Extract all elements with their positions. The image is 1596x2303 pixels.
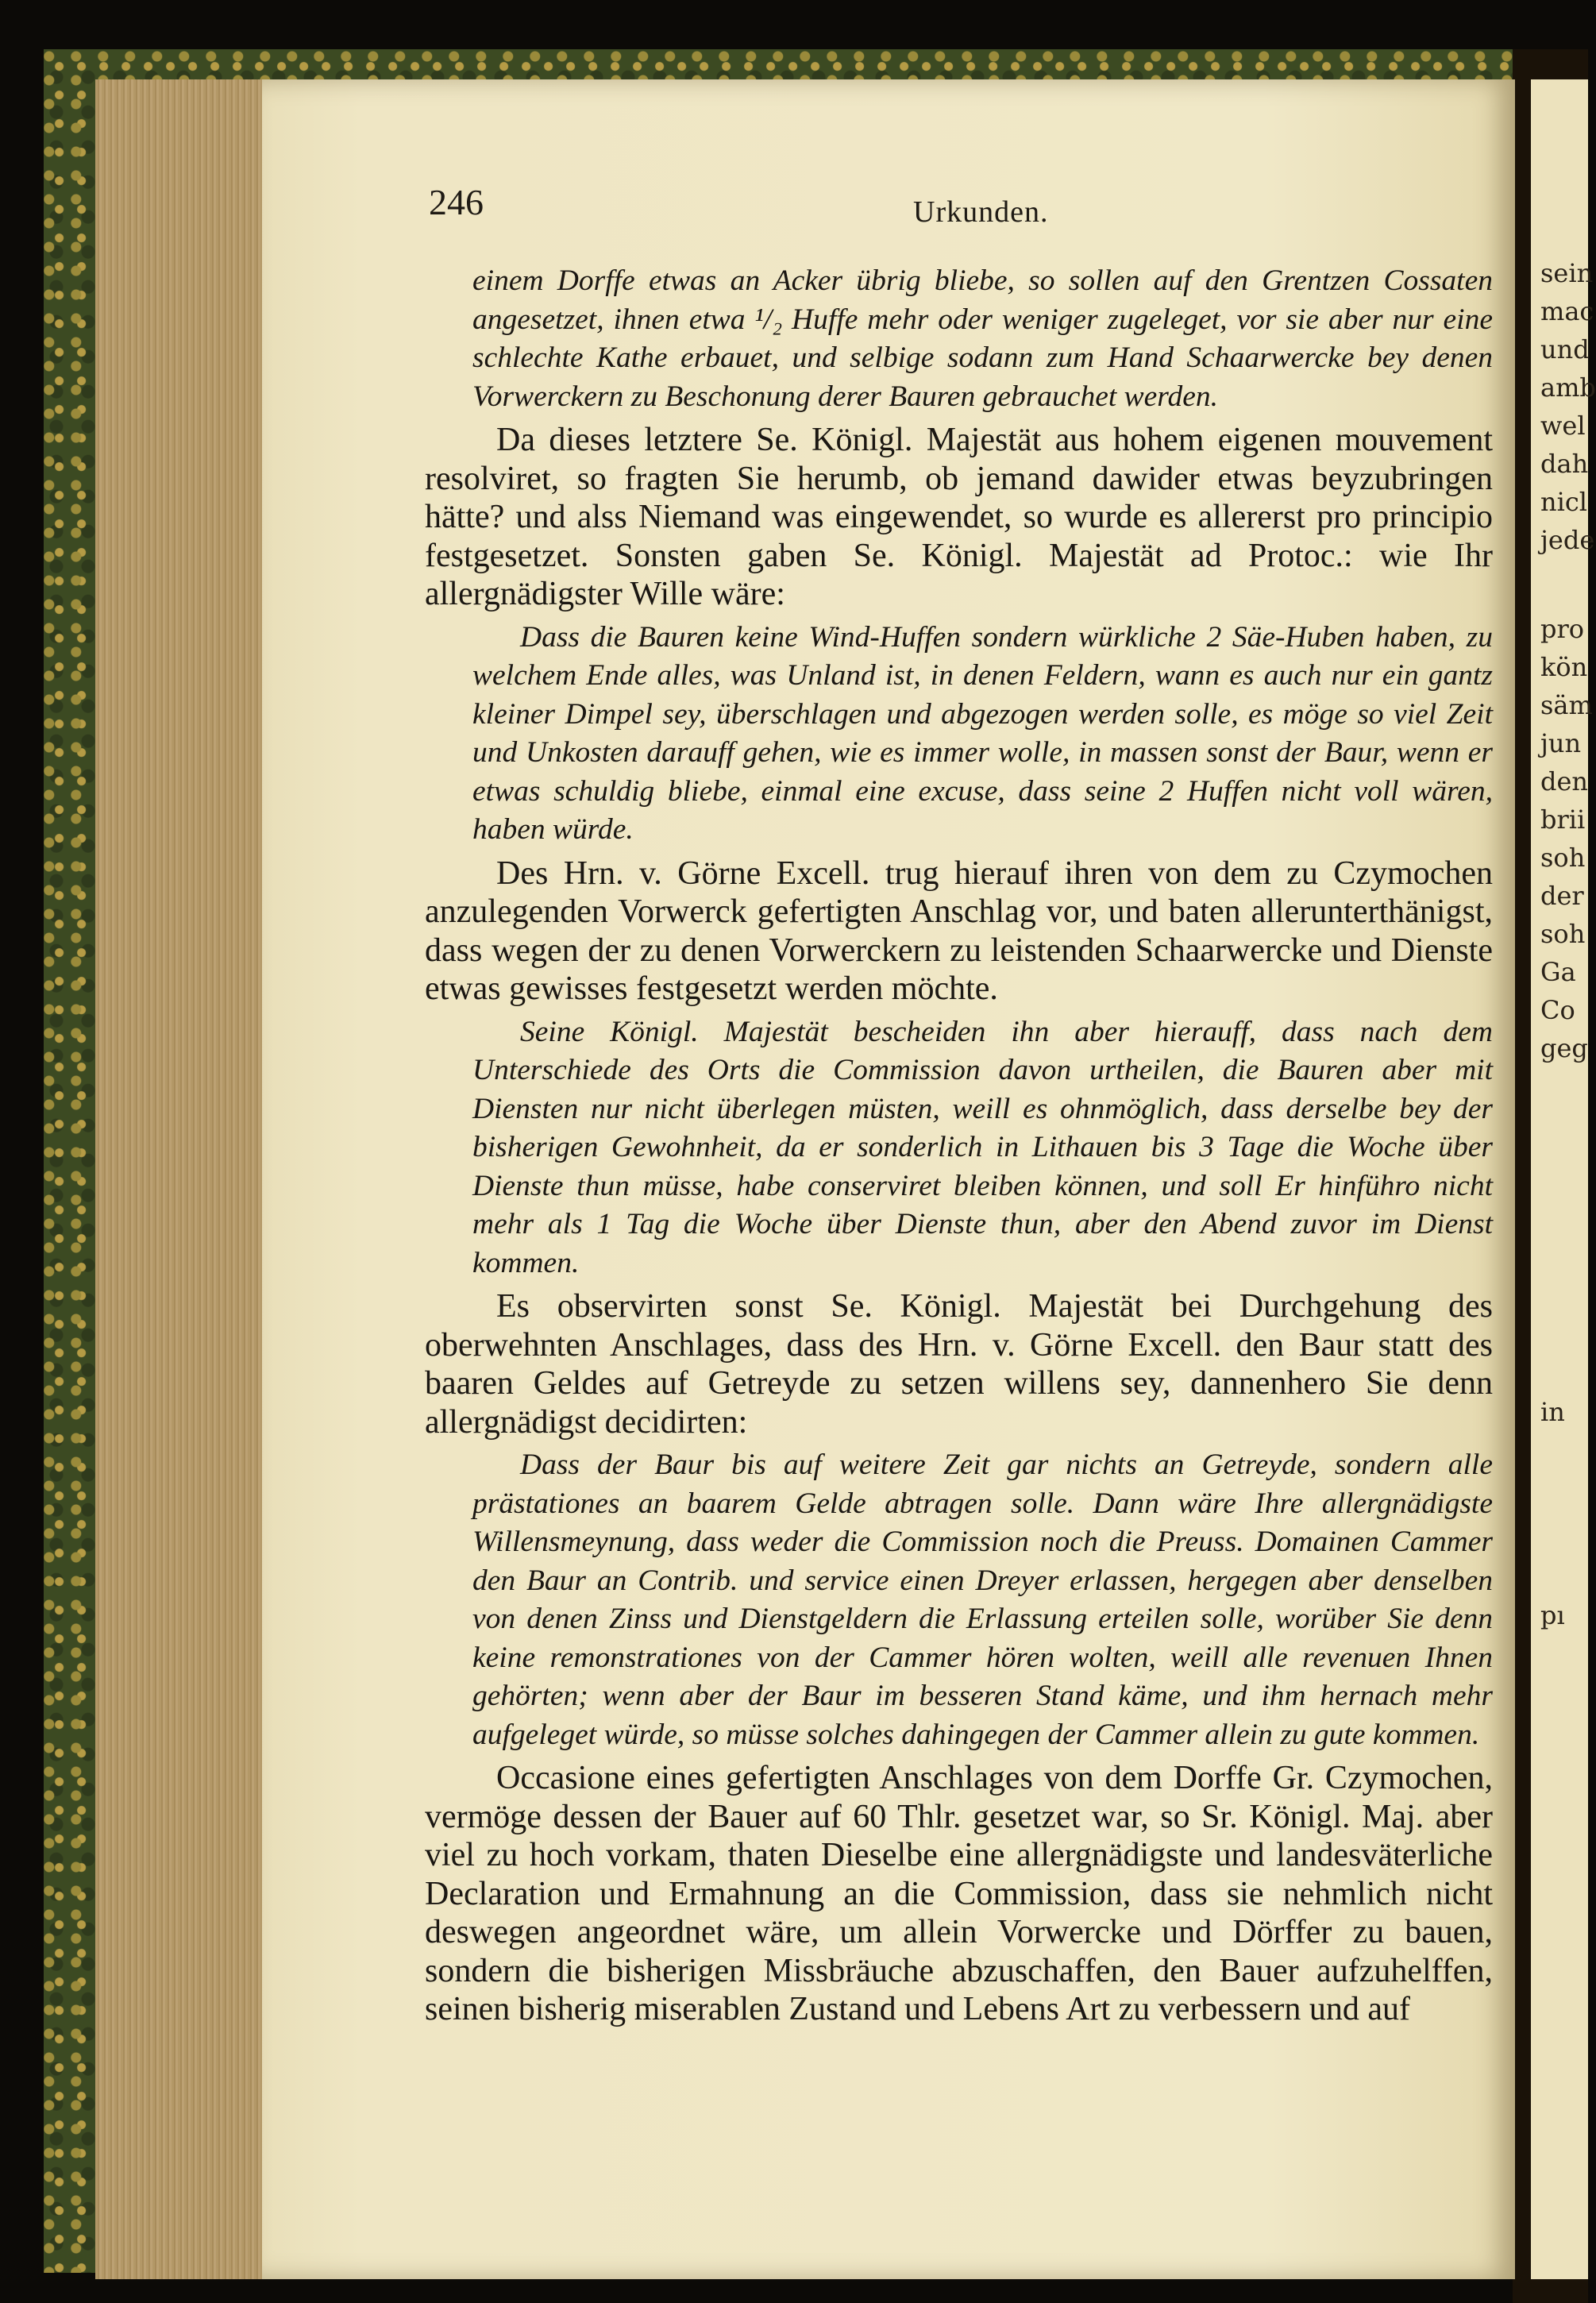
next-page-fragment: und (1540, 334, 1590, 365)
quote-paragraph: einem Dorffe etwas an Acker übrig bliebe, so sollen auf den Grentzen Cossaten angesetzet, ihnen etwa ¹/₂ Huffe mehr oder weniger zugeleget, vor sie aber nur eine schlechte Kathe erbauet, und selbige sodann zum Hand Schaarwercke bey denen Vorwerckern zu Beschonung derer Bauren gebrauchet werden. (472, 264, 1493, 413)
quote-paragraph: Dass der Baur bis auf weitere Zeit gar nichts an Getreyde, sondern alle prästationes an baarem Gelde abtragen solle. Dann wäre Ihre allergnädigste Willensmeynung, dass weder die Commission noch die Preuss. Domainen Cammer den Baur an Contrib. und service einen Dreyer erlassen, hergegen aber denselben von denen Zinss und Dienstgeldern die Erlassung erteilen solle, worüber Sie denn keine remonstrationes von der Cammer hören wolten, weill alle revenuen Ihnen gehörten; wenn aber der Baur im besseren Stand käme, und ihm hernach mehr aufgeleget würde, so müsse solches dahingegen der Cammer allein zu gute kommen. (472, 1449, 1493, 1751)
next-page-fragment: nicl (1540, 487, 1587, 517)
next-page-fragment: brii (1540, 804, 1586, 835)
page-text (425, 262, 1493, 2029)
next-page-fragment: pı (1540, 1600, 1565, 1630)
next-page-fragment: Co (1540, 995, 1575, 1025)
running-head: Urkunden. (913, 195, 1049, 229)
next-page-fragment: dah (1540, 449, 1589, 479)
next-page-fragment: soh (1540, 919, 1586, 949)
next-page-fragment: sein (1540, 258, 1594, 288)
body-paragraph: Occasione eines gefertigten Anschlages von dem Dorffe Gr. Czymochen, vermöge dessen der Bauer auf 60 Thlr. gesetzet war, so Sr. Königl. Maj. aber viel zu hoch vorkam, thaten Dieselbe eine allergnädigste und landesväterliche Declaration und Ermahnung an die Commission, dass sie nehmlich nicht deswegen angeordnet wäre, um allein Vorwercke und Dörffer zu bauen, sondern die bisherigen Missbräuche abzuschaffen, den Bauer aufzuhelffen, seinen bisherig miserablen Zustand und Lebens Art zu verbessern und auf (425, 1760, 1493, 2027)
next-page-fragment: jede (1540, 525, 1595, 555)
next-page-fragment: soh (1540, 843, 1586, 873)
next-page-fragment: Ga (1540, 957, 1576, 987)
next-page-fragment: mac (1540, 296, 1594, 326)
next-page-fragment: wel (1540, 411, 1586, 441)
page-number: 246 (429, 182, 484, 222)
next-page-fragment: in (1540, 1397, 1565, 1427)
next-page-fragment: der (1540, 881, 1584, 911)
page-block-edge (95, 79, 264, 2279)
next-page-fragment: kön (1540, 652, 1588, 682)
body-paragraph: Es observirten sonst Se. Königl. Majestät bei Durchgehung des oberwehnten Anschlages, dass des Hrn. v. Görne Excell. den Baur statt des baaren Geldes auf Getreyde zu setzen willens sey, dannenhero Sie denn allergnädigst decidirten: (425, 1288, 1493, 1441)
next-page-fragment: geg (1540, 1033, 1588, 1063)
next-page-fragment: säm (1540, 690, 1593, 720)
next-page-fragment: jun (1540, 728, 1582, 758)
quote-paragraph: Seine Königl. Majestät bescheiden ihn aber hierauff, dass nach dem Unterschiede des Orts die Commission davon urtheilen, die Bauren aber mit Diensten nur nicht überlegen müsten, weill es ohnmöglich, dass derselbe bey der bisherigen Gewohnheit, da er sonderlich in Lithauen bis 3 Tage die Woche über Dienste thun müsse, habe conserviret bleiben können, und soll Er hinführo nicht mehr als 1 Tag die Woche über Dienste thun, aber den Abend zuvor im Dienst kommen. (472, 1015, 1493, 1279)
quote-paragraph: Dass die Bauren keine Wind-Huffen sondern würkliche 2 Säe-Huben haben, zu welchem Ende alles, was Unland ist, in denen Feldern, wann es auch nur ein gantz kleiner Dimpel sey, überschlagen und abgezogen werden solle, es möge so viel Zeit und Unkosten darauff gehen, wie es immer wolle, in massen sonst der Baur, wenn er etwas schuldig bliebe, einmal eine excuse, dass seine 2 Huffen nicht voll wären, haben würde. (472, 620, 1493, 846)
next-page-edge (1531, 79, 1596, 2279)
next-page-fragment: amb (1540, 372, 1596, 403)
body-paragraph: Da dieses letztere Se. Königl. Majestät aus hohem eigenen mouvement resolviret, so fragten Sie herumb, ob jemand dawider etwas beyzubringen hätte? und alss Niemand was eingewendet, so wurde es allererst pro principio festgesetzet. Sonsten gaben Se. Königl. Majestät ad Protoc.: wie Ihr allergnädigster Wille wäre: (425, 422, 1493, 612)
next-page-fragment: pro (1540, 614, 1585, 644)
body-paragraph: Des Hrn. v. Görne Excell. trug hierauf ihren von dem zu Czymochen anzulegenden Vorwerck gefertigten Anschlag vor, und baten allerunterthänigst, dass wegen der zu denen Vorwerckern zu leistenden Schaarwercke und Dienste etwas gewisses festgesetzt werden möchte. (425, 854, 1493, 1007)
next-page-fragment: den (1540, 766, 1589, 797)
